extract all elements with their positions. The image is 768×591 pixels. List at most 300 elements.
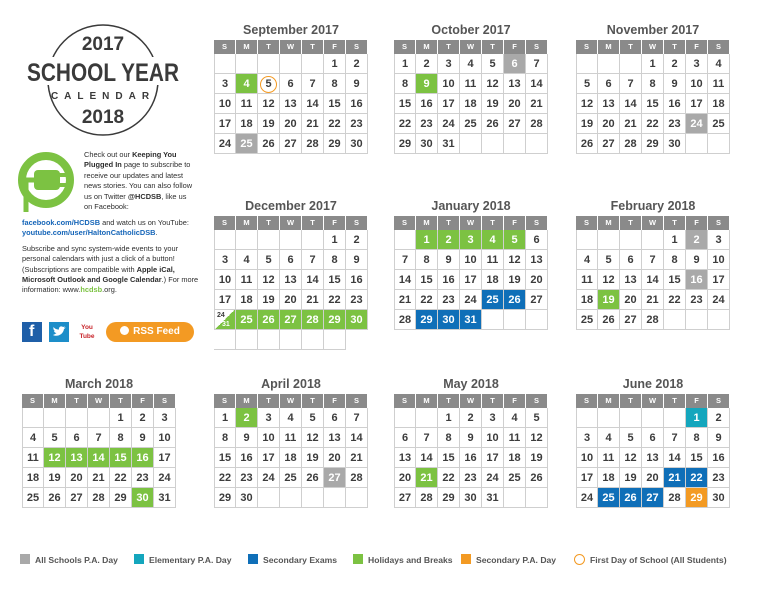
weekday-header: S	[214, 216, 236, 230]
day-cell: 4	[598, 428, 620, 448]
day-cell: 1	[110, 408, 132, 428]
weekday-header: F	[686, 216, 708, 230]
day-cell: 12	[526, 428, 548, 448]
sync-text: facebook.com/HCDSB and watch us on YouTube: youtube.com/user/HaltonCatholicDSB. Subscribe and sync system-wide events to your personal calendars with just a click of a button! (Subscriptions are compatible with Apple iCal, Microsoft Outlook and Google Calendar.) For more information: www.hcdsb.org.	[22, 218, 199, 295]
day-cell: 18	[460, 94, 482, 114]
empty-cell	[236, 230, 258, 250]
day-cell: 16	[708, 448, 730, 468]
day-cell: 22	[110, 468, 132, 488]
day-cell: 3	[214, 74, 236, 94]
day-cell: 15	[324, 270, 346, 290]
plug-icon	[20, 150, 80, 220]
weekday-header: T	[110, 394, 132, 408]
day-cell: 15	[438, 448, 460, 468]
day-cell: 13	[280, 270, 302, 290]
day-cell: 30	[664, 134, 686, 154]
day-cell: 5	[258, 250, 280, 270]
empty-cell	[66, 408, 88, 428]
day-cell: 15	[686, 448, 708, 468]
day-cell: 12	[620, 448, 642, 468]
day-cell: 16	[236, 448, 258, 468]
day-cell: 10	[258, 428, 280, 448]
weekday-header: M	[236, 40, 258, 54]
day-cell: 7	[416, 428, 438, 448]
day-cell: 27	[642, 488, 664, 508]
day-cell: 19	[258, 114, 280, 134]
day-cell: 8	[324, 74, 346, 94]
day-cell: 6	[280, 250, 302, 270]
day-cell: 28	[526, 114, 548, 134]
empty-cell	[394, 230, 416, 250]
day-cell: 3	[576, 428, 598, 448]
empty-cell	[598, 408, 620, 428]
empty-cell	[258, 54, 280, 74]
day-cell: 24	[214, 134, 236, 154]
legend-swatch	[134, 554, 144, 564]
day-cell: 11	[460, 74, 482, 94]
day-cell: 28	[394, 310, 416, 330]
weekday-header: F	[324, 216, 346, 230]
day-cell: 18	[280, 448, 302, 468]
day-cell: 23	[686, 290, 708, 310]
day-cell: 16	[438, 270, 460, 290]
weekday-header: F	[132, 394, 154, 408]
weekday-header: F	[504, 216, 526, 230]
day-cell: 23	[708, 468, 730, 488]
weekday-header: M	[598, 40, 620, 54]
month-title: March 2018	[64, 377, 134, 391]
weekday-header: W	[280, 394, 302, 408]
day-cell: 19	[258, 290, 280, 310]
day-cell: 21	[302, 290, 324, 310]
weekday-header: S	[576, 394, 598, 408]
month-title: September 2017	[243, 23, 339, 37]
day-cell: 29	[416, 310, 438, 330]
day-cell: 8	[664, 250, 686, 270]
empty-cell	[526, 134, 548, 154]
day-cell: 10	[460, 250, 482, 270]
day-cell: 26	[258, 134, 280, 154]
day-cell: 19	[482, 94, 504, 114]
day-cell: 3	[258, 408, 280, 428]
day-cell: 16	[132, 448, 154, 468]
month-title: June 2018	[622, 377, 684, 391]
day-cell: 6	[598, 74, 620, 94]
day-cell: 15	[394, 94, 416, 114]
logo-subtitle: CALENDAR	[50, 91, 156, 102]
day-cell: 31	[482, 488, 504, 508]
day-cell: 8	[110, 428, 132, 448]
weekday-header: S	[346, 216, 368, 230]
day-cell: 25	[504, 468, 526, 488]
day-cell: 5	[302, 408, 324, 428]
day-cell: 9	[686, 250, 708, 270]
weekday-header: T	[664, 216, 686, 230]
day-cell: 8	[324, 250, 346, 270]
day-cell: 25	[236, 310, 258, 330]
empty-cell	[214, 330, 236, 350]
legend-item	[574, 552, 727, 568]
day-cell: 30	[460, 488, 482, 508]
weekday-header: T	[482, 216, 504, 230]
day-cell: 13	[504, 74, 526, 94]
day-cell: 19	[620, 468, 642, 488]
day-cell: 10	[686, 74, 708, 94]
day-cell: 6	[66, 428, 88, 448]
month-calendar	[576, 20, 730, 154]
empty-cell	[642, 408, 664, 428]
weekday-header: S	[526, 216, 548, 230]
day-cell: 4	[280, 408, 302, 428]
day-cell: 6	[394, 428, 416, 448]
day-cell: 20	[620, 290, 642, 310]
day-cell: 4	[460, 54, 482, 74]
day-cell: 13	[620, 270, 642, 290]
day-cell: 14	[394, 270, 416, 290]
day-cell: 18	[598, 468, 620, 488]
weekday-header: M	[598, 394, 620, 408]
day-cell: 22	[324, 290, 346, 310]
day-cell: 30	[132, 488, 154, 508]
day-cell: 17	[214, 114, 236, 134]
weekday-header: F	[686, 40, 708, 54]
day-cell: 21	[642, 290, 664, 310]
day-cell: 29	[686, 488, 708, 508]
day-cell: 12	[504, 250, 526, 270]
month-title: May 2018	[443, 377, 499, 391]
day-cell: 21	[394, 290, 416, 310]
empty-cell	[214, 54, 236, 74]
weekday-header: W	[642, 40, 664, 54]
empty-cell	[280, 54, 302, 74]
rss-feed-button[interactable]: RSS Feed	[106, 322, 194, 342]
day-cell: 24	[708, 290, 730, 310]
day-cell: 27	[66, 488, 88, 508]
day-cell: 16	[416, 94, 438, 114]
day-cell: 7	[346, 408, 368, 428]
day-cell: 30	[708, 488, 730, 508]
day-cell: 14	[302, 94, 324, 114]
month-calendar	[576, 196, 730, 330]
day-cell: 6	[526, 230, 548, 250]
day-cell: 14	[526, 74, 548, 94]
empty-cell	[88, 408, 110, 428]
day-cell: 18	[708, 94, 730, 114]
day-cell: 3	[154, 408, 176, 428]
day-cell: 5	[620, 428, 642, 448]
day-cell: 22	[686, 468, 708, 488]
day-cell: 20	[280, 114, 302, 134]
day-cell: 16	[664, 94, 686, 114]
day-cell: 10	[214, 94, 236, 114]
month-grid	[394, 394, 548, 508]
social-links	[22, 322, 182, 346]
day-cell: 27	[394, 488, 416, 508]
facebook-link[interactable]: facebook.com/HCDSB	[22, 218, 101, 227]
month-grid	[214, 40, 368, 154]
empty-cell	[526, 488, 548, 508]
empty-cell	[576, 54, 598, 74]
day-cell: 13	[642, 448, 664, 468]
day-cell: 3	[686, 54, 708, 74]
day-cell: 21	[302, 114, 324, 134]
weekday-header: W	[280, 216, 302, 230]
day-cell: 15	[214, 448, 236, 468]
day-cell: 4	[708, 54, 730, 74]
day-cell: 7	[526, 54, 548, 74]
day-cell: 26	[258, 310, 280, 330]
day-cell: 23	[416, 114, 438, 134]
day-cell: 25	[708, 114, 730, 134]
info-text: Check out our Keeping You Plugged In page to subscribe to receive our updates and latest news stories. You can also follow us on Twitter @HCDSB, like us on Facebook:	[84, 150, 193, 212]
weekday-header: T	[258, 40, 280, 54]
empty-cell	[526, 310, 548, 330]
day-cell: 18	[482, 270, 504, 290]
weekday-header: S	[346, 394, 368, 408]
day-cell: 30	[346, 310, 368, 330]
day-cell: 25	[236, 134, 258, 154]
day-cell: 29	[214, 488, 236, 508]
weekday-header: T	[482, 40, 504, 54]
empty-cell	[708, 310, 730, 330]
day-cell: 8	[642, 74, 664, 94]
day-cell: 17	[438, 94, 460, 114]
day-cell: 2	[236, 408, 258, 428]
day-cell: 11	[708, 74, 730, 94]
day-cell: 24	[460, 290, 482, 310]
month-grid	[214, 216, 368, 350]
weekday-header: S	[394, 394, 416, 408]
day-cell: 19	[526, 448, 548, 468]
day-cell: 4	[236, 250, 258, 270]
empty-cell	[258, 488, 280, 508]
month-grid	[394, 216, 548, 330]
day-cell: 25	[576, 310, 598, 330]
day-cell: 2	[346, 230, 368, 250]
day-cell: 14	[664, 448, 686, 468]
weekday-header: W	[88, 394, 110, 408]
legend	[20, 552, 750, 568]
empty-cell	[44, 408, 66, 428]
day-cell: 2	[708, 408, 730, 428]
weekday-header: F	[686, 394, 708, 408]
weekday-header: W	[642, 394, 664, 408]
empty-cell	[504, 310, 526, 330]
empty-cell	[708, 134, 730, 154]
day-cell: 12	[598, 270, 620, 290]
day-cell: 7	[302, 250, 324, 270]
facebook-icon[interactable]: f	[22, 322, 42, 342]
weekday-header: S	[708, 40, 730, 54]
empty-cell	[302, 488, 324, 508]
day-cell: 8	[686, 428, 708, 448]
empty-cell	[576, 408, 598, 428]
day-cell: 6	[280, 74, 302, 94]
weekday-header: W	[280, 40, 302, 54]
weekday-header: T	[66, 394, 88, 408]
day-cell: 9	[346, 74, 368, 94]
day-cell: 29	[110, 488, 132, 508]
day-cell: 5	[482, 54, 504, 74]
day-cell: 12	[482, 74, 504, 94]
day-cell: 22	[324, 114, 346, 134]
weekday-header: S	[526, 40, 548, 54]
empty-cell	[280, 330, 302, 350]
day-cell: 3	[460, 230, 482, 250]
month-grid	[22, 394, 176, 508]
day-cell: 3	[214, 250, 236, 270]
empty-cell	[416, 408, 438, 428]
day-cell: 6	[642, 428, 664, 448]
day-cell: 8	[438, 428, 460, 448]
day-cell: 9	[664, 74, 686, 94]
day-cell: 23	[346, 114, 368, 134]
weekday-header: S	[214, 40, 236, 54]
day-cell: 31	[460, 310, 482, 330]
weekday-header: T	[482, 394, 504, 408]
month-title: February 2018	[610, 199, 696, 213]
day-cell: 12	[258, 94, 280, 114]
empty-cell	[324, 330, 346, 350]
empty-cell	[346, 488, 368, 508]
day-cell: 1	[416, 230, 438, 250]
day-cell: 24	[482, 468, 504, 488]
weekday-header: M	[236, 394, 258, 408]
weekday-header: F	[324, 40, 346, 54]
youtube-link[interactable]: youtube.com/user/HaltonCatholicDSB	[22, 228, 156, 238]
day-cell: 12	[258, 270, 280, 290]
day-cell: 23	[132, 468, 154, 488]
day-cell: 28	[642, 310, 664, 330]
day-cell: 22	[214, 468, 236, 488]
weekday-header: S	[214, 394, 236, 408]
day-cell: 14	[416, 448, 438, 468]
day-cell: 17	[576, 468, 598, 488]
day-cell: 7	[664, 428, 686, 448]
weekday-header: T	[620, 216, 642, 230]
day-cell: 10	[154, 428, 176, 448]
legend-label: Secondary Exams	[263, 555, 338, 565]
weekday-header: T	[302, 216, 324, 230]
day-cell: 28	[620, 134, 642, 154]
day-cell: 15	[324, 94, 346, 114]
empty-cell	[642, 230, 664, 250]
weekday-header: T	[438, 40, 460, 54]
day-cell: 28	[88, 488, 110, 508]
day-cell: 21	[346, 448, 368, 468]
day-cell: 25	[280, 468, 302, 488]
day-cell: 21	[664, 468, 686, 488]
day-cell: 2	[132, 408, 154, 428]
day-cell: 6	[620, 250, 642, 270]
empty-cell	[598, 230, 620, 250]
day-cell: 26	[620, 488, 642, 508]
day-cell: 17	[154, 448, 176, 468]
weekday-header: S	[576, 40, 598, 54]
day-cell: 18	[236, 114, 258, 134]
weekday-header: T	[664, 394, 686, 408]
day-cell: 23	[438, 290, 460, 310]
legend-label: Holidays and Breaks	[368, 555, 453, 565]
day-cell: 30	[416, 134, 438, 154]
day-cell: 2	[346, 54, 368, 74]
day-cell: 7	[620, 74, 642, 94]
empty-cell	[620, 408, 642, 428]
day-cell: 11	[482, 250, 504, 270]
day-cell: 17	[708, 270, 730, 290]
day-cell: 14	[642, 270, 664, 290]
empty-cell	[236, 54, 258, 74]
month-calendar	[214, 196, 368, 350]
weekday-header: S	[708, 216, 730, 230]
day-cell: 18	[504, 448, 526, 468]
day-cell: 11	[598, 448, 620, 468]
month-grid	[214, 394, 368, 508]
weekday-header: M	[236, 216, 258, 230]
day-cell: 26	[576, 134, 598, 154]
day-cell: 19	[576, 114, 598, 134]
weekday-header: S	[22, 394, 44, 408]
day-cell: 27	[504, 114, 526, 134]
month-calendar	[394, 196, 548, 330]
day-cell: 28	[664, 488, 686, 508]
day-cell: 27	[620, 310, 642, 330]
day-cell: 24	[258, 468, 280, 488]
day-cell: 26	[504, 290, 526, 310]
month-calendar	[576, 374, 730, 508]
day-cell: 22	[416, 290, 438, 310]
empty-cell	[598, 54, 620, 74]
month-calendar	[394, 374, 548, 508]
twitter-icon[interactable]	[49, 322, 69, 342]
logo-year-top: 2017	[81, 34, 125, 55]
legend-label: Secondary P.A. Day	[476, 555, 557, 565]
empty-cell	[620, 54, 642, 74]
day-cell: 30	[236, 488, 258, 508]
day-cell: 2	[686, 230, 708, 250]
legend-label: Elementary P.A. Day	[149, 555, 232, 565]
day-cell: 29	[324, 310, 346, 330]
legend-item	[134, 552, 231, 568]
day-cell: 23	[460, 468, 482, 488]
day-cell: 7	[302, 74, 324, 94]
day-cell: 27	[280, 310, 302, 330]
day-cell: 1	[664, 230, 686, 250]
day-cell: 1	[642, 54, 664, 74]
day-cell: 14	[620, 94, 642, 114]
weekday-header: M	[416, 394, 438, 408]
day-cell: 8	[416, 250, 438, 270]
day-cell: 28	[416, 488, 438, 508]
day-cell: 9	[346, 250, 368, 270]
day-cell: 15	[110, 448, 132, 468]
day-cell: 27	[526, 290, 548, 310]
day-cell: 20	[324, 448, 346, 468]
empty-cell	[258, 330, 280, 350]
day-cell: 31	[438, 134, 460, 154]
day-cell: 13	[66, 448, 88, 468]
day-cell: 20	[280, 290, 302, 310]
day-cell: 1	[214, 408, 236, 428]
day-cell: 24	[686, 114, 708, 134]
weekday-header: F	[324, 394, 346, 408]
youtube-icon[interactable]: You Tube	[79, 324, 95, 340]
day-cell: 26	[482, 114, 504, 134]
day-cell: 18	[22, 468, 44, 488]
day-cell: 13	[598, 94, 620, 114]
day-cell: 10	[214, 270, 236, 290]
day-cell: 9	[708, 428, 730, 448]
